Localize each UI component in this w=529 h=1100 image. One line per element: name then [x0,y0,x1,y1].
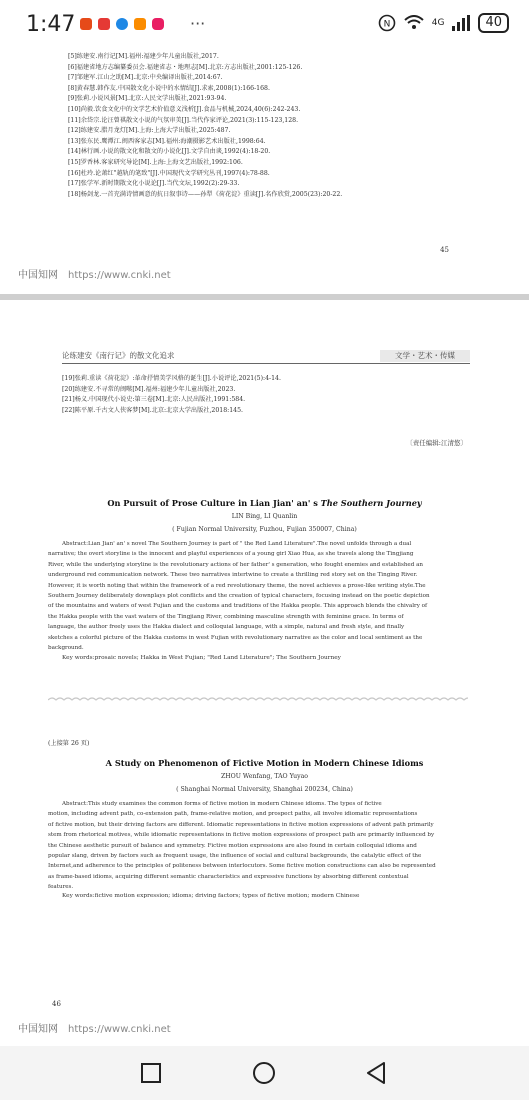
back-button[interactable] [364,1061,388,1085]
wifi-icon [404,15,424,31]
abstract-line: underground red communication network. These two narratives intertwine to create a thrilling red story set on the Tinging River. [48,572,418,579]
abstract-line: background. [48,645,84,652]
abstract-line: the Hakka people with the vast waters of the Tingjiang River, combining masculine strength with feminine grace. In terms of [48,613,404,620]
app-notification-icon [134,18,146,30]
app-notification-icon [152,18,164,30]
header-rule [62,363,470,364]
continued-note: (上接第 26 页) [48,740,90,747]
reference-item: [20]练建安.不寻常的闽啭[M].福州:福建少年儿童出版社,2023. [62,385,236,393]
abstract-line: However, it is worth noting that within the framework of a red revolutionary theme, the novel achieves a prose-like writing style.The [48,582,426,589]
battery-icon: 40 [478,13,509,33]
vpn-icon [378,14,396,32]
reference-item: [15]罗香林.客家研究导论[M].上海:上海文艺出版社,1992:106. [68,158,243,166]
recent-apps-button[interactable] [140,1062,162,1084]
reference-item: [8]黄春慧.韩作友.中国散文化小说中的水情结[J].求索,2008(1):166-168. [68,84,270,92]
abstract-line: popular slang, driven by factors such as frequent usage, the influence of social and cultural backgrounds, the catalytic effect of the [48,853,422,860]
abstract-line: Internet,and adherence to the principles of politeness between interlocutors. Some fictive motion constructions can also be represented [48,863,436,870]
abstract-line: sketches a colorful picture of the Hakka customs in west Fujian with revolutionary narrative as the color and local sentiment as the [48,634,423,641]
navigation-bar [0,1046,529,1100]
home-button[interactable] [252,1061,276,1085]
svg-text:N: N [383,19,391,30]
abstract-line: features. [48,884,74,891]
reference-item: [19]张莉.重读《荷花淀》:革命抒情美学风格的诞生[J].小说评论,2021(5):4-14. [62,375,281,382]
article-title: A Study on Phenomenon of Fictive Motion in Modern Chinese Idioms [105,758,424,768]
running-title: 论练建安《南行记》的散文化追求 [62,351,175,360]
reference-item: [12]练建安.腊月龙灯[M].上海:上海大学出版社,2025:487. [68,127,231,135]
article-affiliation: ( Shanghai Normal University, Shanghai 200234, China) [176,786,353,793]
document-page-46 [0,300,529,1046]
abstract-line: as frame-based idioms, acquiring different semantic characteristics and expressive functions by absorbing different contextual [48,873,409,880]
page-footer [18,266,171,281]
cnki-brand: 中国知网 [18,270,58,281]
reference-item: [21]杨义.中国现代小说史:第三卷[M].北京:人民出版社,1991:584. [62,396,246,404]
article-affiliation: ( Fujian Normal University, Fuzhou, Fujian 350007, China) [172,526,357,533]
page-footer [18,1020,171,1035]
cnki-brand: 中国知网 [18,1024,58,1035]
status-time: 1:47 [26,12,76,37]
article-authors: ZHOU Wenfang, TAO Yuyao [220,773,309,780]
article-authors: LIN Bing, LI Quanlin [231,513,298,520]
system-icons [378,13,509,33]
article-keywords: Key words:fictive motion expression; idioms; driving factors; types of fictive motion; modern Chinese [62,893,360,899]
article-abstract [48,799,468,893]
app-notification-icon [116,18,128,30]
cnki-url: https://www.cnki.net [68,270,171,281]
reference-item: [11]余岱宗.论汪曾祺散文小说的气氛审美[J].当代作家评论,2021(3):115-123,128. [68,116,299,124]
article-abstract [48,539,468,653]
reference-item: [6]福建省地方志编纂委员会.福建省志・地理志[M].北京:方志出版社,2001:125-126. [68,63,303,71]
reference-item: [10]尚毅.饮食文化中的文学艺术价值意义浅析[J].食品与机械,2024,40(6):242-243. [68,105,301,113]
page-number: 46 [52,1000,61,1008]
app-notification-icon [98,18,110,30]
abstract-line: motion, including advent path, co-extension path, frame-relative motion, and prospect paths, all involve idiomatic representations [48,811,418,818]
abstract-line: of fictive motion, but their driving factors are different. Idiomatic representations in fictive motion expressions of advent path primarily [48,821,434,828]
abstract-line: of the mountains and waters of west Fujian and the customs and traditions of the Hakka people. This approach blends the chivalry of [48,603,428,610]
document-page-45 [0,48,529,288]
reference-item: [9]张莉.小说风景[M].北京:人民文学出版社,2021:93-94. [68,95,227,103]
page-number: 45 [440,246,449,254]
reference-item: [18]杨剑龙.一首充满诗情画意的抗日叙事诗——孙犁《荷花淀》重读[J].名作欣赏,2005(23):20-22. [68,190,343,198]
abstract-line: language, the author freely uses the Hakka dialect and colloquial language, with a simple, natural and fresh style, and finally [48,624,405,631]
abstract-line: stem from rhetorical motives, while idiomatic representations in fictive motion expressions of prospect path are primarily influenced by [48,832,435,839]
signal-icon [452,15,470,31]
network-type-label: 4G [431,18,445,28]
reference-list-continued [62,374,281,416]
reference-item: [17]张学军.新时期散文化小说论[J].当代文坛,1992(2):29-33. [68,180,240,188]
article-title-text: On Pursuit of Prose Culture in Lian Jian' an' s [107,498,321,508]
abstract-line: River, while the underlying storyline is the revolutionary actions of her father' s generation, who fought enemies and established an [48,561,424,568]
section-tag: 文学・艺术・传媒 [380,350,470,362]
reference-item: [5]练建安.南行记[M].福州:福建少年儿童出版社,2017. [68,53,219,60]
reference-item: [22]陈平原.千古文人侠客梦[M].北京:北京大学出版社,2018:145. [62,406,244,414]
reference-item: [13]张东民.鹰潭江.闽西客家志[M].福州:海潮摄影艺术出版社,1998:64. [68,137,266,145]
section-divider [48,696,468,704]
abstract-line: Abstract:Lian Jian' an' s novel The Southern Journey is part of " the Red Land Literature".The novel unfolds through a dual [62,541,412,547]
reference-item: [7]邹建军.江山之助[M].北京:中央编译出版社,2014:67. [68,74,223,82]
article-title-italic: The Southern Journey [320,498,422,508]
cnki-url: https://www.cnki.net [68,1024,171,1035]
article-title [0,498,529,508]
editor-credit: 〔责任编辑:江清悠〕 [406,439,467,447]
reference-item: [14]林行画.小说的散文化和散文的小说化[J].文学自由谈,1992(4):18-20. [68,148,271,156]
more-notifications-icon: ··· [190,14,206,33]
reference-item: [16]杜玲.论萧红"越轨的笔致"[J].中国现代文学研究丛刊,1997(4):78-88. [68,169,270,177]
article-keywords: Key words:prosaic novels; Hakka in West Fujian; "Red Land Literature"; The Southern Journey [62,655,341,661]
abstract-line: narrative; the overt storyline is the innocent and playful experiences of a young girl Xiao Hua, as she travels along the Tingjiang [48,551,414,558]
status-bar [0,0,529,48]
abstract-line: the Chinese aesthetic pursuit of balance and symmetry. Fictive motion expressions are also found in certain colloquial idioms and [48,842,417,849]
abstract-line: Southern Journey deliberately downplays plot conflicts and the creation of typical characters, focusing instead on the poetic depiction [48,593,430,600]
reference-list [68,52,342,200]
app-notification-icon [80,18,92,30]
abstract-line: Abstract:This study examines the common forms of fictive motion in modern Chinese idioms. The types of fictive [62,801,382,807]
